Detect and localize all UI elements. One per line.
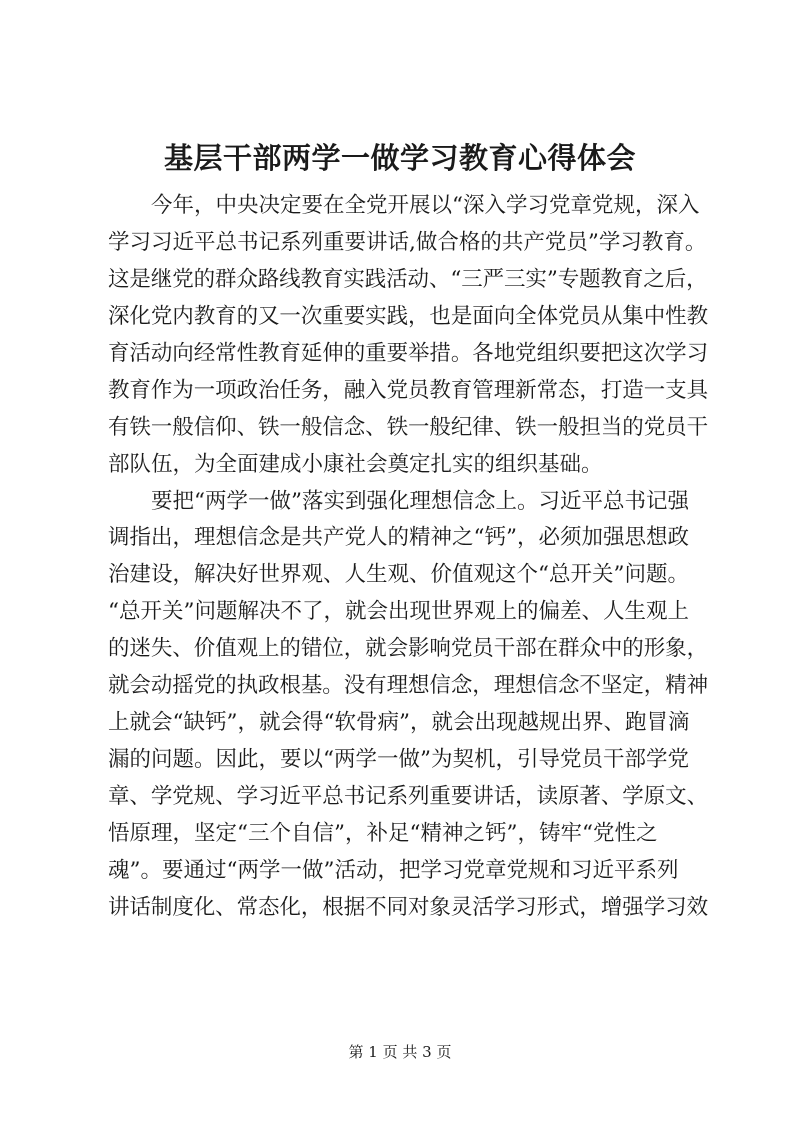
- body-line: 教育作为一项政治任务，融入党员教育管理新常态，打造一支具: [108, 377, 709, 403]
- page-footer: 第 1 页 共 3 页: [348, 1043, 452, 1061]
- body-line: “总开关”问题解决不了，就会出现世界观上的偏差、人生观上: [108, 599, 689, 625]
- body-line: 育活动向经常性教育延伸的重要举措。各地党组织要把这次学习: [108, 340, 709, 366]
- body-line: 治建设，解决好世界观、人生观、价值观这个“总开关”问题。: [108, 562, 689, 588]
- body-line: 魂”。要通过“两学一做”活动，把学习党章党规和习近平系列: [108, 857, 679, 883]
- body-line: 就会动摇党的执政根基。没有理想信念，理想信念不坚定，精神: [108, 673, 709, 699]
- body-line: 章、学党规、学习近平总书记系列重要讲话，读原著、学原文、: [108, 784, 709, 809]
- body-line: 这是继党的群众路线教育实践活动、“三严三实”专题教育之后，: [108, 266, 708, 292]
- body-line: 讲话制度化、常态化，根据不同对象灵活学习形式，增强学习效: [108, 894, 709, 920]
- body-line: 要把“两学一做”落实到强化理想信念上。习近平总书记强: [108, 488, 689, 514]
- body-line: 调指出，理想信念是共产党人的精神之“钙”，必须加强思想政: [108, 525, 689, 551]
- body-line: 今年，中央决定要在全党开展以“深入学习党章党规，深入: [108, 193, 700, 218]
- body-line: 有铁一般信仰、铁一般信念、铁一般纪律、铁一般担当的党员干: [108, 414, 709, 440]
- body-line: 悟原理，坚定“三个自信”，补足“精神之钙”，铸牢“党性之: [108, 820, 658, 846]
- body-line: 上就会“缺钙”，就会得“软骨病”，就会出现越规出界、跑冒滴: [108, 710, 690, 736]
- body-line: 部队伍，为全面建成小康社会奠定扎实的组织基础。: [108, 451, 603, 477]
- body-line: 漏的问题。因此，要以“两学一做”为契机，引导党员干部学党: [108, 747, 689, 773]
- body-line: 的迷失、价值观上的错位，就会影响党员干部在群众中的形象，: [108, 636, 709, 662]
- document-body: [108, 188, 708, 927]
- body-line: 学习习近平总书记系列重要讲话,做合格的共产党员”学习教育。: [108, 229, 707, 255]
- document-title: 基层干部两学一做学习教育心得体会: [163, 141, 636, 175]
- body-line: 深化党内教育的又一次重要实践，也是面向全体党员从集中性教: [108, 303, 709, 329]
